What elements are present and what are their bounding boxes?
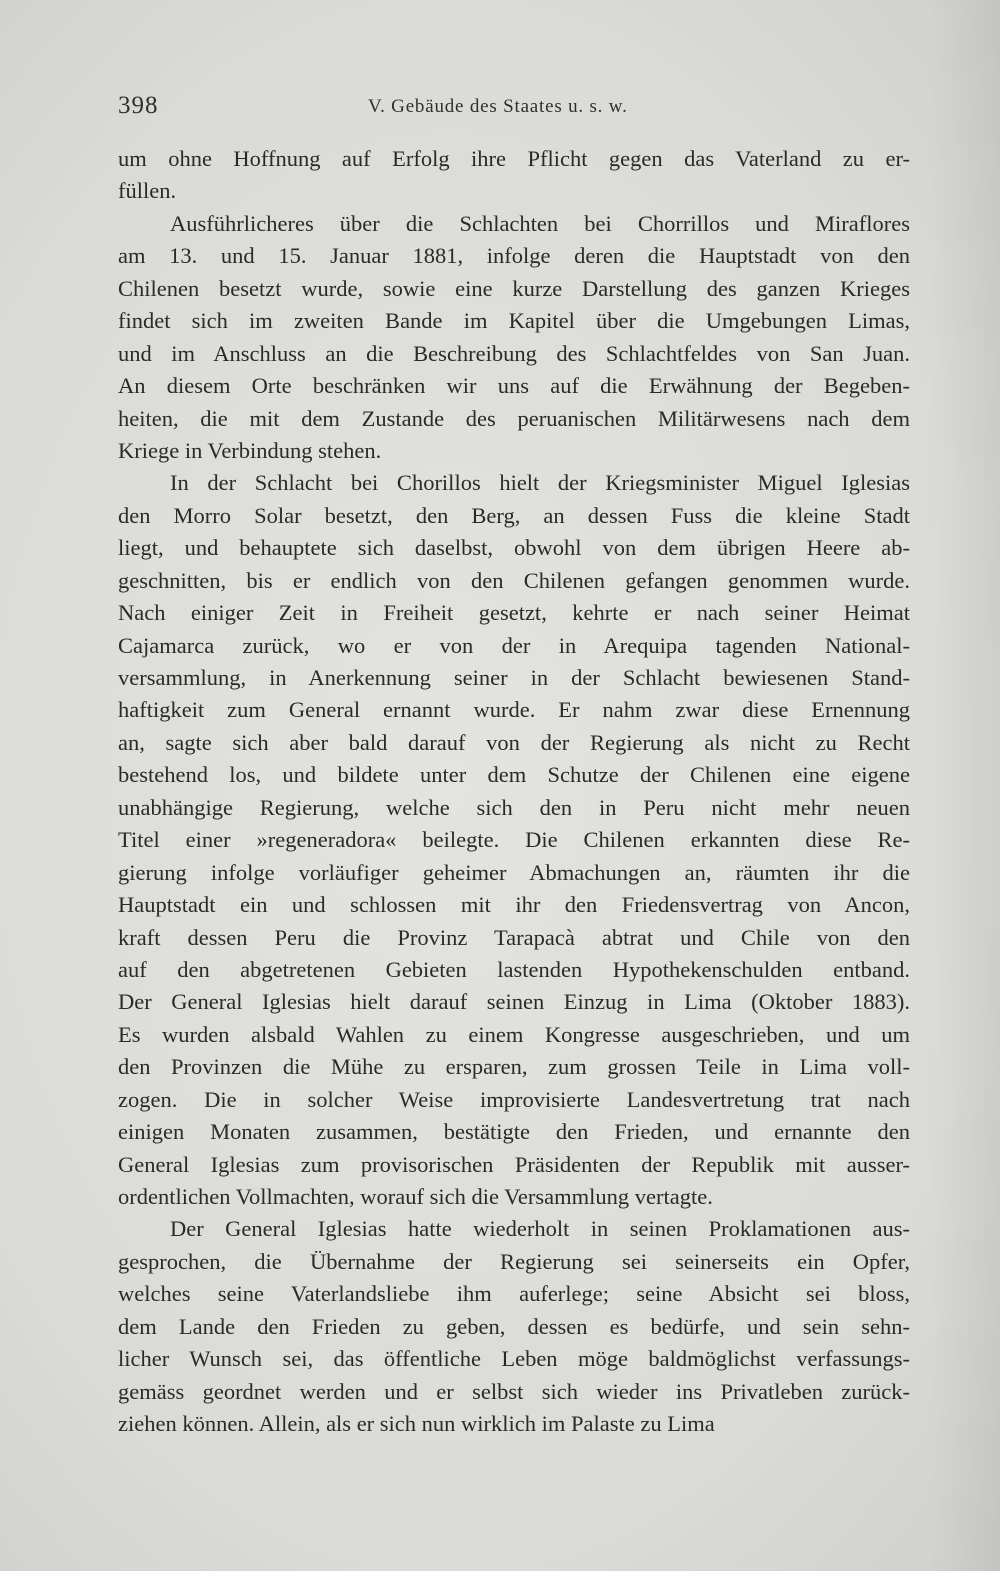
- text-line: Ausführlicheres über die Schlachten bei Chorrillos und Miraflores: [170, 210, 910, 236]
- text-line: An diesem Orte beschränken wir uns auf die Erwähnung der Begeben-: [118, 373, 910, 399]
- page-edge-shadow: [930, 0, 1000, 1571]
- page-number: 398: [118, 92, 159, 119]
- text-line: Cajamarca zurück, wo er von der in Arequipa tagenden National-: [118, 632, 910, 658]
- text-line: ordentlichen Vollmachten, worauf sich die Versammlung vertagte.: [118, 1184, 713, 1209]
- body-text: [118, 143, 910, 1441]
- text-line: gemäss geordnet werden und er selbst sich wieder ins Privatleben zurück-: [118, 1378, 910, 1404]
- text-line: licher Wunsch sei, das öffentliche Leben möge baldmöglichst verfassungs-: [118, 1346, 910, 1372]
- text-line: Hauptstadt ein und schlossen mit ihr den Friedensvertrag von Ancon,: [118, 892, 910, 918]
- text-line: auf den abgetretenen Gebieten lastenden Hypothekenschulden entband.: [118, 956, 910, 982]
- text-line: einigen Monaten zusammen, bestätigte den Frieden, und ernannte den: [118, 1119, 910, 1145]
- text-line: Kriege in Verbindung stehen.: [118, 437, 382, 463]
- text-line: unabhängige Regierung, welche sich den in Peru nicht mehr neuen: [118, 794, 910, 820]
- text-line: geschnitten, bis er endlich von den Chilenen gefangen genommen wurde.: [118, 567, 910, 593]
- text-line: dem Lande den Frieden zu geben, dessen es bedürfe, und sein sehn-: [118, 1313, 910, 1339]
- text-line: zogen. Die in solcher Weise improvisierte Landesvertretung trat nach: [118, 1086, 910, 1112]
- text-line: Der General Iglesias hatte wiederholt in seinen Proklamationen aus-: [170, 1216, 910, 1242]
- text-line: welches seine Vaterlandsliebe ihm auferlege; seine Absicht sei bloss,: [118, 1281, 910, 1307]
- text-line: Es wurden alsbald Wahlen zu einem Kongresse ausgeschrieben, und um: [118, 1021, 910, 1047]
- text-line: füllen.: [118, 178, 177, 204]
- text-line: versammlung, in Anerkennung seiner in der Schlacht bewiesenen Stand-: [118, 665, 910, 690]
- text-line: um ohne Hoffnung auf Erfolg ihre Pflicht gegen das Vaterland zu er-: [118, 146, 910, 171]
- text-line: Nach einiger Zeit in Freiheit gesetzt, kehrte er nach seiner Heimat: [118, 600, 910, 626]
- text-line: kraft dessen Peru die Provinz Tarapacà abtrat und Chile von den: [118, 924, 910, 950]
- paragraph: [118, 1213, 910, 1440]
- text-line: haftigkeit zum General ernannt wurde. Er nahm zwar diese Ernennung: [118, 697, 910, 723]
- paragraph: [118, 208, 910, 468]
- paragraph: [118, 467, 910, 1213]
- text-line: den Morro Solar besetzt, den Berg, an dessen Fuss die kleine Stadt: [118, 502, 910, 528]
- running-head: V. Gebäude des Staates u. s. w.: [368, 96, 628, 117]
- text-line: bestehend los, und bildete unter dem Schutze der Chilenen eine eigene: [118, 762, 910, 788]
- text-line: Chilenen besetzt wurde, sowie eine kurze Darstellung des ganzen Krieges: [118, 275, 910, 301]
- text-line: am 13. und 15. Januar 1881, infolge deren die Hauptstadt von den: [118, 243, 910, 269]
- text-line: In der Schlacht bei Chorillos hielt der Kriegsminister Miguel Iglesias: [170, 470, 910, 496]
- text-line: liegt, und behauptete sich daselbst, obwohl von dem übrigen Heere ab-: [118, 535, 910, 561]
- text-line: Der General Iglesias hielt darauf seinen Einzug in Lima (Oktober 1883).: [118, 989, 910, 1015]
- text-line: Titel einer »regeneradora« beilegte. Die Chilenen erkannten diese Re-: [118, 827, 910, 853]
- text-line: General Iglesias zum provisorischen Präsidenten der Republik mit ausser-: [118, 1151, 910, 1177]
- text-line: gesprochen, die Übernahme der Regierung sei seinerseits ein Opfer,: [118, 1248, 910, 1274]
- text-line: gierung infolge vorläufiger geheimer Abmachungen an, räumten ihr die: [118, 859, 910, 885]
- text-line: findet sich im zweiten Bande im Kapitel über die Umgebungen Limas,: [118, 308, 910, 334]
- paragraph: [118, 143, 910, 208]
- page-header: [118, 92, 918, 132]
- text-line: ziehen können. Allein, als er sich nun wirklich im Palaste zu Lima: [118, 1411, 715, 1437]
- text-line: und im Anschluss an die Beschreibung des Schlachtfeldes von San Juan.: [118, 340, 910, 366]
- text-line: den Provinzen die Mühe zu ersparen, zum grossen Teile in Lima voll-: [118, 1054, 910, 1080]
- text-line: heiten, die mit dem Zustande des peruanischen Militärwesens nach dem: [118, 405, 910, 431]
- text-line: an, sagte sich aber bald darauf von der Regierung als nicht zu Recht: [118, 729, 910, 755]
